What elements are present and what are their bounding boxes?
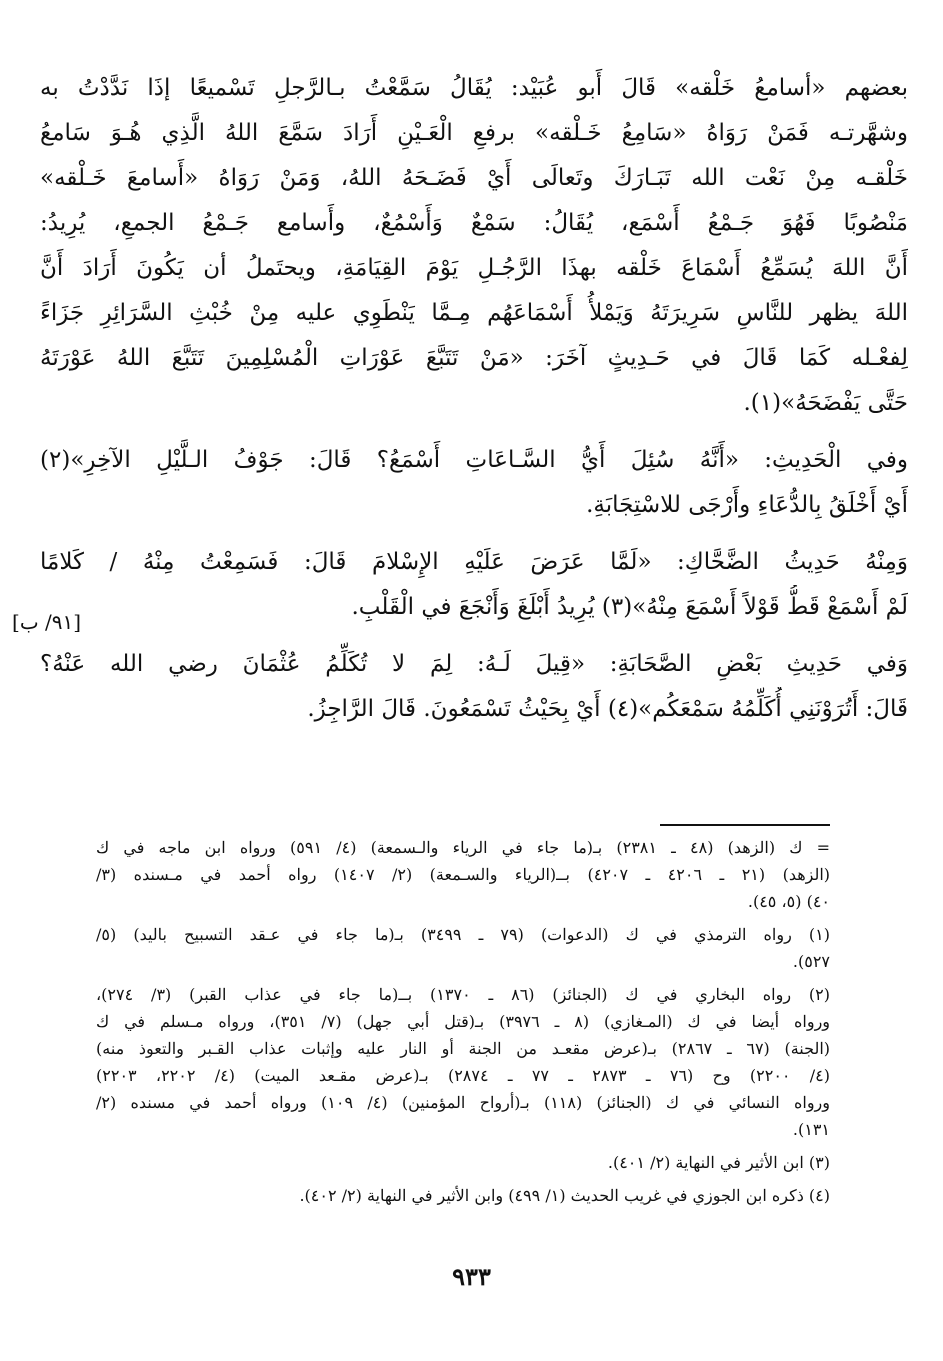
text-line: لَمْ أَسْمَعْ قَطُّ قَوْلاً أَسْمَعَ مِنْهُ»(٣) يُرِيدُ أَبْلَغَ وَأَنْجَعَ في الْقَلْبِ. [351,594,908,620]
footnote-line: (٤) ذكره ابن الجوزي في غريب الحديث (١/ ٤٩٩) وابن الأثير في النهاية (٢/ ٤٠٢). [299,1186,830,1205]
footnote-separator [660,824,830,826]
footnote-line: ورواه أيضا في ك (المـغازي) (٨ ـ ٣٩٧٦) بـ(قتل أبي جهل) (٧/ ٣٥١)، ورواه مـسلم في ك [96,1012,830,1031]
text-line: مَنْصُوبًا فَهُوَ جَـمْعُ أَسْمَع، يُقَالُ: سَمْعٌ وَأَسْمُعٌ، وأَسامع جَـمْعُ الجمعِ، يُرِيدُ: [40,210,908,236]
page-number: ٩٣٣ [452,1262,491,1291]
footnote-line: ٤٠) (٥، ٤٥). [747,892,830,911]
footnote-line: (٢) رواه البخاري في ك (الجنائز) (٨٦ ـ ١٣٧٠) بــ(ما جاء في عذاب القبر) (٣/ ٢٧٤)، [96,985,830,1004]
text-line: لِفعْـله كَمَا قَالَ في حَـدِيثٍ آخَرَ: «مَنْ تَتَبَّعَ عَوْرَاتِ الْمُسْلِمِينَ تَتَبَّعَ اللهُ عَوْرَتَهُ [40,345,908,371]
footnote-line: ورواه النسائي في ك (الجنائز) (١١٨) بـ(أرواح المؤمنين) (٤/ ١٠٩) ورواه أحمد في مسنده (٢/ [96,1093,830,1112]
text-line: اللهَ يظهر للنَّاسِ سَرِيرَتَهُ وَيَمْلأُ أَسْمَاعَهُم مِـمَّا يَنْطَوِي عليه مِنْ خُبْثِ السَّرَائِرِ جَزَاءً [40,300,908,326]
text-line: قَالَ: أَتُرَوْنَنِي أُكَلِّمُهُ سَمْعَكُم»(٤) أَيْ بِحَيْثُ تَسْمَعُونَ. قَالَ الرَّاجِزُ. [307,696,908,722]
text-line: أَيْ أَخْلَقُ بِالدُّعَاءِ وأَرْجَى للاسْتِجَابَةِ. [586,492,908,518]
footnote-line: (٣) ابن الأثير في النهاية (٢/ ٤٠١). [607,1153,830,1172]
footnote-line: (١) رواه الترمذي في ك (الدعوات) (٧٩ ـ ٣٤٩٩) بـ(ما جاء في عـقد التسبيح باليد) (٥/ [96,925,830,944]
footnote-line: (الجنة) (٦٧ ـ ٢٨٦٧) بـ(عرض مقعـد من الجنة أو النار عليه وإثبات عذاب القـبر والتعوذ منه) [96,1039,830,1058]
text-line: بعضهم «أسامعُ خَلْقه» قَالَ أَبو عُبَيْد: يُقَالُ سَمَّعْتُ بـالرَّجلِ تَسْميعًا إذَا نَدَّدْتُ به [40,75,908,101]
footnote-line: ١٣١). [792,1120,830,1139]
text-line: وَمِنْهُ حَدِيثُ الضَّحَّاكِ: «لَمَّا عَرَضَ عَلَيْهِ الإِسْلامَ قَالَ: فَسَمِعْتُ مِنْهُ / كَلامًا [40,549,908,575]
main-text [40,66,908,732]
footnote-line: (٤/ ٢٢٠٠) وح (٧٦ ـ ٢٨٧٣ ـ ٧٧ ـ ٢٨٧٤) بـ(عرض مقـعد الميت) (٤/ ٢٢٠٢، ٢٢٠٣) [96,1066,830,1085]
text-line: أَنَّ اللهَ يُسَمِّعُ أَسْمَاعَ خَلْقه بهذَا الرَّجُـلِ يَوْمَ القِيَامَةِ، ويحتَملُ أن يَكُونَ أَرَادَ أَنَّ [40,255,908,281]
text-line: وشهَّرتـه فَمَنْ رَوَاهُ «سَامِعُ خَـلْقه» برفعِ الْعَـيْنِ أَرَادَ سَمَّعَ اللهُ الَّذِي هُـوَ سَامعُ [40,120,908,146]
footnote-line: = ك (الزهد) (٤٨ ـ ٢٣٨١) بـ(ما جاء في الرياء والـسمعة) (٤/ ٥٩١) ورواه ابن ماجه في ك [96,838,830,857]
manuscript-folio-marker: [٩١/ ب] [12,610,82,634]
footnote-line: ٥٢٧). [792,952,830,971]
text-line: خَلْقـه مِنْ نَعْت الله تَبَـارَكَ وتَعالَى أَيْ فَضَـحَهُ اللهُ، وَمَنْ رَوَاهُ «أَسامعَ خَـلْقه» [40,165,908,191]
footnote-line: (الزهد) (٢١ ـ ٤٢٠٦ ـ ٤٢٠٧) بــ(الرياء والسـمعة) (٢/ ١٤٠٧) رواه أحمد في مـسنده (٣/ [96,865,830,884]
text-line: وَفي حَدِيثِ بَعْضِ الصَّحَابَةِ: «قِيلَ لَـهُ: لِمَ لا تُكَلِّمُ عُثْمَانَ رضي الله عَنْهُ؟ [40,651,908,677]
footnotes [96,834,830,1209]
text-line: حَتَّى يَفْضَحَهُ»(١). [743,390,908,416]
text-line: وفي الْحَدِيثِ: «أَنَّهُ سُئِلَ أَيُّ السَّـاعَاتِ أَسْمَعُ؟ قَالَ: جَوْفُ الـلَّيْلِ الآخِرِ»(٢) [40,447,908,473]
